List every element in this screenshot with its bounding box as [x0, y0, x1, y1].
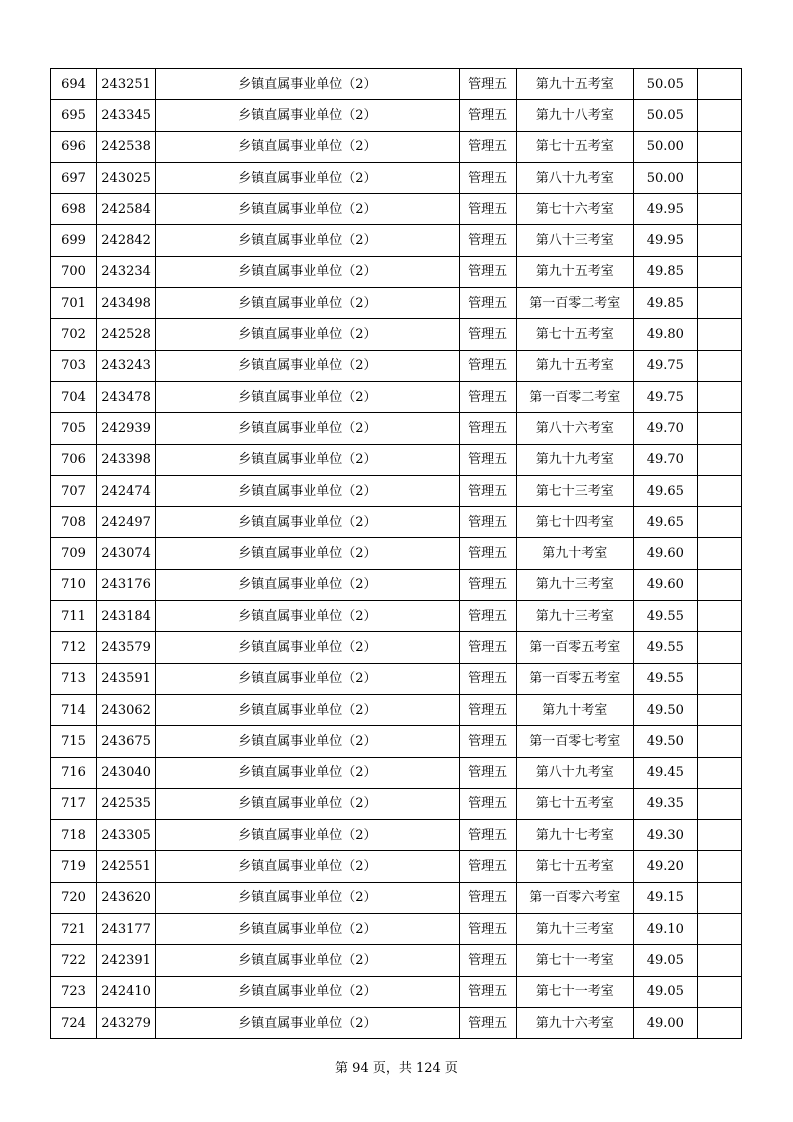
score-cell: 49.15 [633, 882, 697, 913]
note-cell [697, 538, 741, 569]
position-cell: 管理五 [459, 914, 516, 945]
row-index-cell: 710 [51, 569, 97, 600]
exam-number-cell: 243251 [97, 69, 156, 100]
position-cell: 管理五 [459, 788, 516, 819]
position-cell: 管理五 [459, 945, 516, 976]
note-cell [697, 1007, 741, 1038]
table-body [51, 69, 742, 1039]
exam-room-cell: 第一百零五考室 [516, 632, 633, 663]
row-index-cell: 722 [51, 945, 97, 976]
exam-room-cell: 第一百零七考室 [516, 726, 633, 757]
unit-cell: 乡镇直属事业单位（2） [156, 601, 459, 632]
position-cell: 管理五 [459, 632, 516, 663]
note-cell [697, 100, 741, 131]
exam-room-cell: 第七十四考室 [516, 507, 633, 538]
score-cell: 49.10 [633, 914, 697, 945]
unit-cell: 乡镇直属事业单位（2） [156, 288, 459, 319]
unit-cell: 乡镇直属事业单位（2） [156, 538, 459, 569]
score-cell: 49.30 [633, 820, 697, 851]
score-cell: 49.45 [633, 757, 697, 788]
position-cell: 管理五 [459, 100, 516, 131]
note-cell [697, 162, 741, 193]
position-cell: 管理五 [459, 538, 516, 569]
exam-room-cell: 第七十一考室 [516, 976, 633, 1007]
exam-room-cell: 第九十六考室 [516, 1007, 633, 1038]
row-index-cell: 697 [51, 162, 97, 193]
row-index-cell: 716 [51, 757, 97, 788]
note-cell [697, 820, 741, 851]
table-row [51, 475, 742, 506]
unit-cell: 乡镇直属事业单位（2） [156, 413, 459, 444]
row-index-cell: 709 [51, 538, 97, 569]
exam-number-cell: 243177 [97, 914, 156, 945]
table-row [51, 350, 742, 381]
score-cell: 49.05 [633, 976, 697, 1007]
exam-number-cell: 243305 [97, 820, 156, 851]
position-cell: 管理五 [459, 444, 516, 475]
row-index-cell: 713 [51, 663, 97, 694]
position-cell: 管理五 [459, 976, 516, 1007]
position-cell: 管理五 [459, 350, 516, 381]
table-row [51, 945, 742, 976]
note-cell [697, 945, 741, 976]
table-row [51, 569, 742, 600]
table-row [51, 757, 742, 788]
table-row [51, 288, 742, 319]
exam-room-cell: 第九十考室 [516, 538, 633, 569]
table-row [51, 444, 742, 475]
position-cell: 管理五 [459, 726, 516, 757]
exam-number-cell: 243620 [97, 882, 156, 913]
table-row [51, 632, 742, 663]
row-index-cell: 711 [51, 601, 97, 632]
unit-cell: 乡镇直属事业单位（2） [156, 162, 459, 193]
note-cell [697, 663, 741, 694]
unit-cell: 乡镇直属事业单位（2） [156, 100, 459, 131]
exam-number-cell: 242528 [97, 319, 156, 350]
score-cell: 50.05 [633, 69, 697, 100]
note-cell [697, 632, 741, 663]
score-cell: 49.55 [633, 632, 697, 663]
exam-room-cell: 第七十五考室 [516, 131, 633, 162]
score-cell: 49.95 [633, 225, 697, 256]
exam-room-cell: 第九十八考室 [516, 100, 633, 131]
exam-number-cell: 243579 [97, 632, 156, 663]
exam-room-cell: 第七十三考室 [516, 475, 633, 506]
row-index-cell: 700 [51, 256, 97, 287]
exam-number-cell: 243478 [97, 381, 156, 412]
note-cell [697, 726, 741, 757]
exam-room-cell: 第九十三考室 [516, 914, 633, 945]
table-row [51, 381, 742, 412]
position-cell: 管理五 [459, 413, 516, 444]
row-index-cell: 701 [51, 288, 97, 319]
unit-cell: 乡镇直属事业单位（2） [156, 225, 459, 256]
row-index-cell: 696 [51, 131, 97, 162]
score-cell: 49.35 [633, 788, 697, 819]
row-index-cell: 719 [51, 851, 97, 882]
exam-number-cell: 243243 [97, 350, 156, 381]
exam-number-cell: 243345 [97, 100, 156, 131]
exam-room-cell: 第九十五考室 [516, 350, 633, 381]
score-cell: 50.00 [633, 131, 697, 162]
exam-number-cell: 242497 [97, 507, 156, 538]
score-cell: 49.65 [633, 475, 697, 506]
position-cell: 管理五 [459, 319, 516, 350]
score-cell: 49.60 [633, 538, 697, 569]
position-cell: 管理五 [459, 1007, 516, 1038]
row-index-cell: 706 [51, 444, 97, 475]
row-index-cell: 707 [51, 475, 97, 506]
exam-room-cell: 第七十五考室 [516, 851, 633, 882]
position-cell: 管理五 [459, 131, 516, 162]
position-cell: 管理五 [459, 288, 516, 319]
exam-room-cell: 第九十考室 [516, 694, 633, 725]
table-row [51, 131, 742, 162]
exam-number-cell: 243176 [97, 569, 156, 600]
exam-room-cell: 第一百零二考室 [516, 381, 633, 412]
table-row [51, 976, 742, 1007]
score-cell: 50.00 [633, 162, 697, 193]
exam-number-cell: 243398 [97, 444, 156, 475]
unit-cell: 乡镇直属事业单位（2） [156, 726, 459, 757]
table-row [51, 663, 742, 694]
exam-room-cell: 第九十三考室 [516, 569, 633, 600]
exam-room-cell: 第一百零五考室 [516, 663, 633, 694]
unit-cell: 乡镇直属事业单位（2） [156, 444, 459, 475]
exam-number-cell: 242410 [97, 976, 156, 1007]
table-row [51, 225, 742, 256]
score-cell: 49.65 [633, 507, 697, 538]
unit-cell: 乡镇直属事业单位（2） [156, 914, 459, 945]
score-cell: 49.00 [633, 1007, 697, 1038]
table-row [51, 319, 742, 350]
score-cell: 49.75 [633, 381, 697, 412]
exam-room-cell: 第七十五考室 [516, 319, 633, 350]
exam-number-cell: 243234 [97, 256, 156, 287]
exam-number-cell: 242939 [97, 413, 156, 444]
note-cell [697, 256, 741, 287]
unit-cell: 乡镇直属事业单位（2） [156, 381, 459, 412]
table-row [51, 726, 742, 757]
score-cell: 50.05 [633, 100, 697, 131]
note-cell [697, 976, 741, 1007]
exam-number-cell: 243675 [97, 726, 156, 757]
score-cell: 49.70 [633, 444, 697, 475]
unit-cell: 乡镇直属事业单位（2） [156, 820, 459, 851]
row-index-cell: 698 [51, 194, 97, 225]
row-index-cell: 720 [51, 882, 97, 913]
exam-number-cell: 242474 [97, 475, 156, 506]
note-cell [697, 444, 741, 475]
position-cell: 管理五 [459, 225, 516, 256]
note-cell [697, 569, 741, 600]
exam-room-cell: 第八十九考室 [516, 757, 633, 788]
row-index-cell: 702 [51, 319, 97, 350]
exam-room-cell: 第九十三考室 [516, 601, 633, 632]
exam-room-cell: 第九十五考室 [516, 256, 633, 287]
note-cell [697, 475, 741, 506]
score-cell: 49.05 [633, 945, 697, 976]
row-index-cell: 714 [51, 694, 97, 725]
row-index-cell: 694 [51, 69, 97, 100]
note-cell [697, 350, 741, 381]
score-cell: 49.60 [633, 569, 697, 600]
note-cell [697, 288, 741, 319]
unit-cell: 乡镇直属事业单位（2） [156, 131, 459, 162]
row-index-cell: 712 [51, 632, 97, 663]
score-cell: 49.95 [633, 194, 697, 225]
table-row [51, 507, 742, 538]
score-cell: 49.55 [633, 601, 697, 632]
table-row [51, 413, 742, 444]
note-cell [697, 225, 741, 256]
unit-cell: 乡镇直属事业单位（2） [156, 507, 459, 538]
exam-number-cell: 242551 [97, 851, 156, 882]
exam-room-cell: 第七十六考室 [516, 194, 633, 225]
position-cell: 管理五 [459, 601, 516, 632]
table-row [51, 882, 742, 913]
row-index-cell: 695 [51, 100, 97, 131]
exam-room-cell: 第九十七考室 [516, 820, 633, 851]
exam-number-cell: 242391 [97, 945, 156, 976]
score-cell: 49.75 [633, 350, 697, 381]
note-cell [697, 851, 741, 882]
row-index-cell: 715 [51, 726, 97, 757]
exam-number-cell: 243040 [97, 757, 156, 788]
table-row [51, 694, 742, 725]
exam-number-cell: 243498 [97, 288, 156, 319]
note-cell [697, 601, 741, 632]
table-row [51, 601, 742, 632]
exam-room-cell: 第八十九考室 [516, 162, 633, 193]
unit-cell: 乡镇直属事业单位（2） [156, 569, 459, 600]
unit-cell: 乡镇直属事业单位（2） [156, 882, 459, 913]
table-row [51, 162, 742, 193]
exam-room-cell: 第七十五考室 [516, 788, 633, 819]
position-cell: 管理五 [459, 162, 516, 193]
note-cell [697, 381, 741, 412]
row-index-cell: 721 [51, 914, 97, 945]
note-cell [697, 757, 741, 788]
note-cell [697, 914, 741, 945]
table-row [51, 256, 742, 287]
table-row [51, 194, 742, 225]
exam-room-cell: 第七十一考室 [516, 945, 633, 976]
score-cell: 49.85 [633, 256, 697, 287]
exam-number-cell: 243062 [97, 694, 156, 725]
position-cell: 管理五 [459, 820, 516, 851]
unit-cell: 乡镇直属事业单位（2） [156, 632, 459, 663]
unit-cell: 乡镇直属事业单位（2） [156, 663, 459, 694]
unit-cell: 乡镇直属事业单位（2） [156, 788, 459, 819]
score-cell: 49.55 [633, 663, 697, 694]
exam-number-cell: 242538 [97, 131, 156, 162]
table-row [51, 914, 742, 945]
row-index-cell: 699 [51, 225, 97, 256]
row-index-cell: 724 [51, 1007, 97, 1038]
row-index-cell: 723 [51, 976, 97, 1007]
unit-cell: 乡镇直属事业单位（2） [156, 319, 459, 350]
unit-cell: 乡镇直属事业单位（2） [156, 694, 459, 725]
table-row [51, 100, 742, 131]
exam-number-cell: 243184 [97, 601, 156, 632]
exam-number-cell: 242584 [97, 194, 156, 225]
row-index-cell: 705 [51, 413, 97, 444]
page-footer: 第 94 页，共 124 页 [335, 1061, 458, 1076]
exam-number-cell: 243025 [97, 162, 156, 193]
note-cell [697, 507, 741, 538]
score-cell: 49.20 [633, 851, 697, 882]
row-index-cell: 703 [51, 350, 97, 381]
position-cell: 管理五 [459, 851, 516, 882]
exam-number-cell: 242535 [97, 788, 156, 819]
table-row [51, 69, 742, 100]
exam-room-cell: 第九十九考室 [516, 444, 633, 475]
exam-room-cell: 第八十三考室 [516, 225, 633, 256]
position-cell: 管理五 [459, 475, 516, 506]
position-cell: 管理五 [459, 194, 516, 225]
score-cell: 49.80 [633, 319, 697, 350]
note-cell [697, 69, 741, 100]
position-cell: 管理五 [459, 757, 516, 788]
unit-cell: 乡镇直属事业单位（2） [156, 256, 459, 287]
unit-cell: 乡镇直属事业单位（2） [156, 194, 459, 225]
exam-room-cell: 第一百零二考室 [516, 288, 633, 319]
row-index-cell: 708 [51, 507, 97, 538]
score-cell: 49.50 [633, 694, 697, 725]
exam-number-cell: 243279 [97, 1007, 156, 1038]
exam-room-cell: 第九十五考室 [516, 69, 633, 100]
note-cell [697, 319, 741, 350]
note-cell [697, 694, 741, 725]
unit-cell: 乡镇直属事业单位（2） [156, 475, 459, 506]
exam-number-cell: 242842 [97, 225, 156, 256]
table-row [51, 538, 742, 569]
table-row [51, 851, 742, 882]
score-cell: 49.70 [633, 413, 697, 444]
exam-number-cell: 243074 [97, 538, 156, 569]
note-cell [697, 194, 741, 225]
unit-cell: 乡镇直属事业单位（2） [156, 1007, 459, 1038]
table-row [51, 788, 742, 819]
exam-room-cell: 第一百零六考室 [516, 882, 633, 913]
position-cell: 管理五 [459, 663, 516, 694]
position-cell: 管理五 [459, 69, 516, 100]
position-cell: 管理五 [459, 694, 516, 725]
row-index-cell: 718 [51, 820, 97, 851]
note-cell [697, 788, 741, 819]
position-cell: 管理五 [459, 569, 516, 600]
unit-cell: 乡镇直属事业单位（2） [156, 69, 459, 100]
note-cell [697, 882, 741, 913]
unit-cell: 乡镇直属事业单位（2） [156, 851, 459, 882]
unit-cell: 乡镇直属事业单位（2） [156, 945, 459, 976]
note-cell [697, 413, 741, 444]
row-index-cell: 717 [51, 788, 97, 819]
position-cell: 管理五 [459, 882, 516, 913]
unit-cell: 乡镇直属事业单位（2） [156, 350, 459, 381]
unit-cell: 乡镇直属事业单位（2） [156, 757, 459, 788]
position-cell: 管理五 [459, 381, 516, 412]
table-row [51, 820, 742, 851]
exam-room-cell: 第八十六考室 [516, 413, 633, 444]
score-cell: 49.85 [633, 288, 697, 319]
note-cell [697, 131, 741, 162]
row-index-cell: 704 [51, 381, 97, 412]
exam-number-cell: 243591 [97, 663, 156, 694]
table-row [51, 1007, 742, 1038]
score-cell: 49.50 [633, 726, 697, 757]
score-table [50, 68, 742, 1039]
position-cell: 管理五 [459, 256, 516, 287]
position-cell: 管理五 [459, 507, 516, 538]
unit-cell: 乡镇直属事业单位（2） [156, 976, 459, 1007]
